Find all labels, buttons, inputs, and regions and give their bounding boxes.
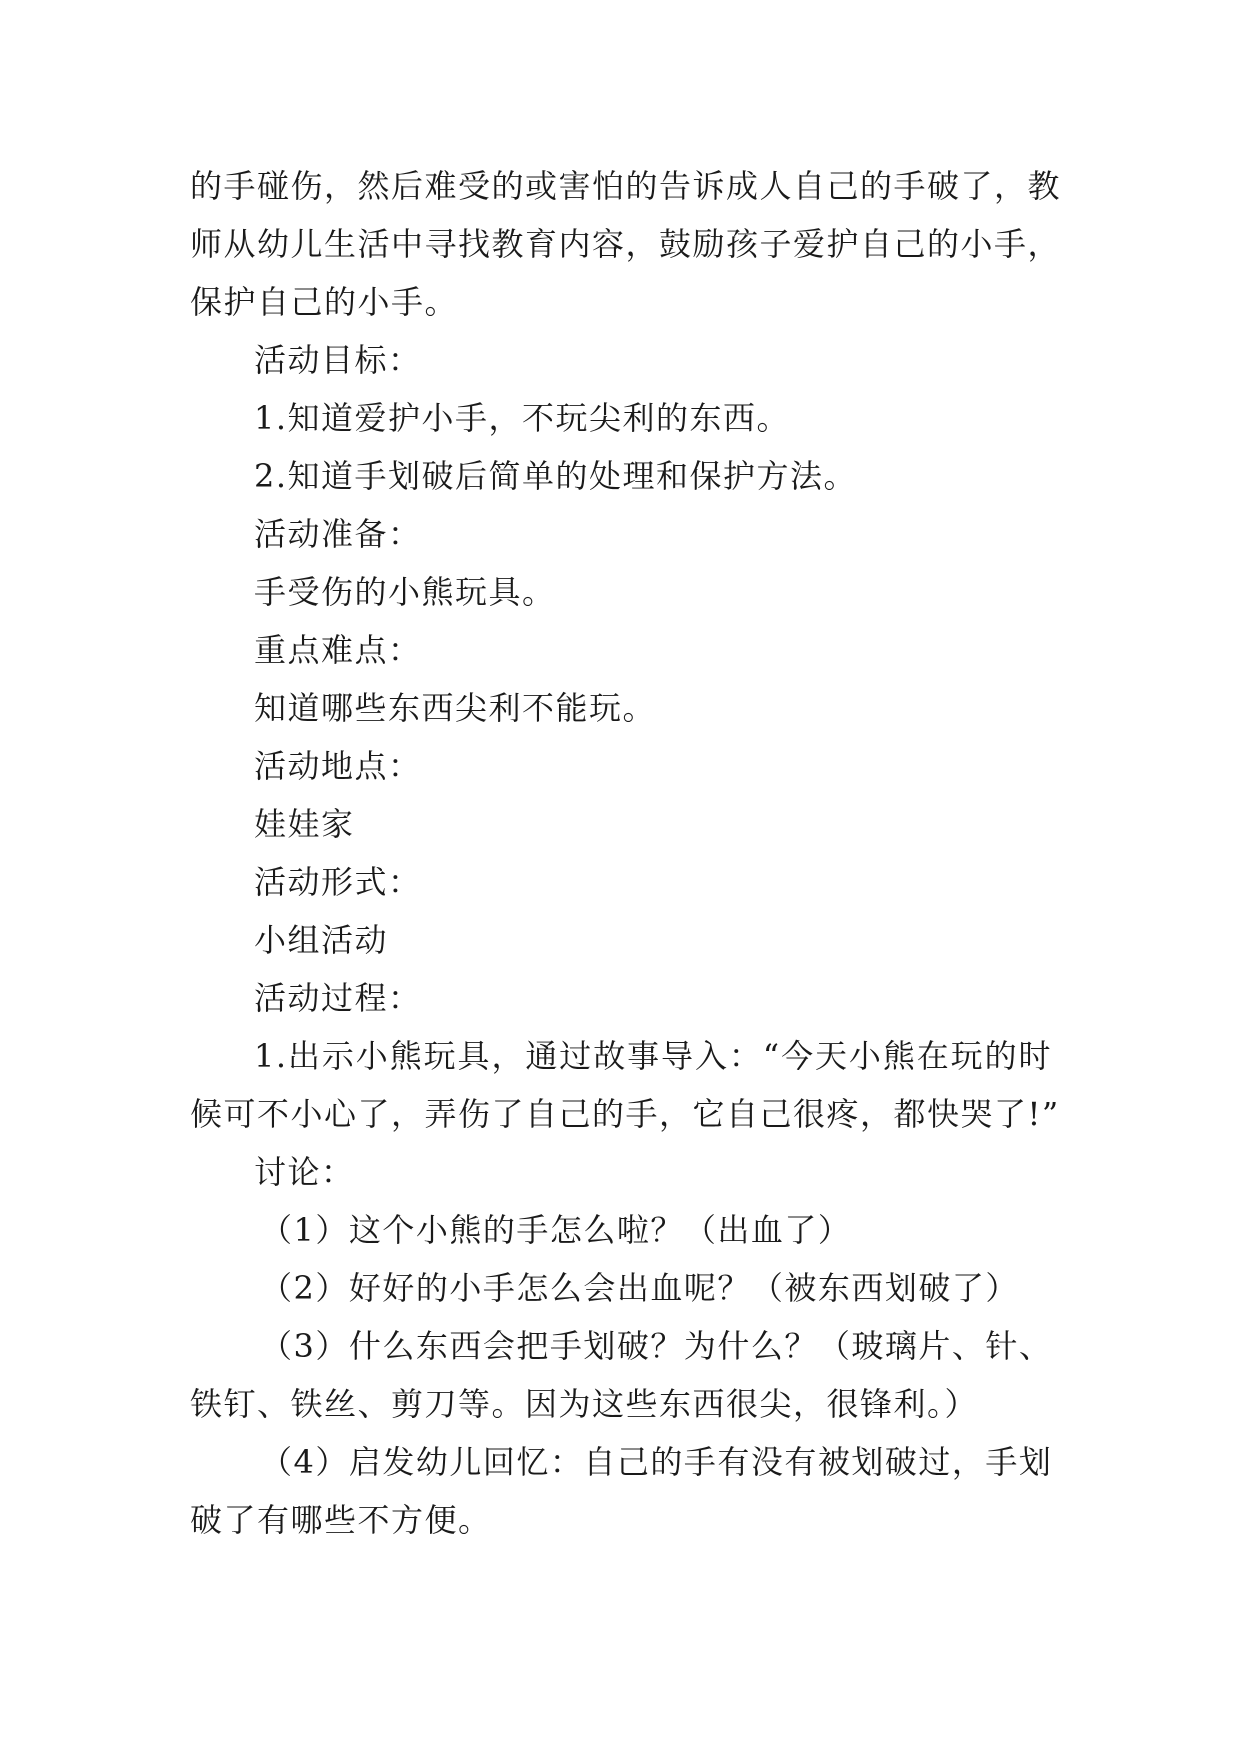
preparation-text: 手受伤的小熊玩具。: [254, 573, 556, 611]
discussion-question-4-line-1: （4）启发幼儿回忆：自己的手有没有被划破过，手划: [260, 1443, 1053, 1481]
format-text: 小组活动: [254, 921, 389, 959]
goal-item-1: 1.知道爱护小手，不玩尖利的东西。: [254, 399, 791, 437]
body-line-3: 保护自己的小手。: [190, 283, 459, 321]
key-points-text: 知道哪些东西尖利不能玩。: [254, 689, 657, 727]
process-step-1-line-1: 1.出示小熊玩具，通过故事导入：“今天小熊在玩的时: [254, 1037, 1052, 1075]
process-step-1-line-2: 候可不小心了，弄伤了自己的手，它自己很疼，都快哭了!”: [190, 1095, 1060, 1133]
discussion-label: 讨论：: [254, 1153, 355, 1191]
goal-item-2: 2.知道手划破后简单的处理和保护方法。: [254, 457, 858, 495]
discussion-question-3-line-1: （3）什么东西会把手划破？为什么？（玻璃片、针、: [260, 1327, 1053, 1365]
section-heading-key-points: 重点难点：: [254, 631, 422, 669]
section-heading-preparation: 活动准备：: [254, 515, 422, 553]
section-heading-goals: 活动目标：: [254, 341, 422, 379]
discussion-question-2: （2）好好的小手怎么会出血呢？（被东西划破了）: [260, 1269, 1019, 1307]
section-heading-process: 活动过程：: [254, 979, 422, 1017]
section-heading-format: 活动形式：: [254, 863, 422, 901]
discussion-question-4-line-2: 破了有哪些不方便。: [190, 1501, 492, 1539]
body-line-1: 的手碰伤，然后难受的或害怕的告诉成人自己的手破了，教: [190, 167, 1062, 205]
section-heading-location: 活动地点：: [254, 747, 422, 785]
body-line-2: 师从幼儿生活中寻找教育内容，鼓励孩子爱护自己的小手，: [190, 225, 1062, 263]
location-text: 娃娃家: [254, 805, 355, 843]
discussion-question-1: （1）这个小熊的手怎么啦？（出血了）: [260, 1211, 852, 1249]
discussion-question-3-line-2: 铁钉、铁丝、剪刀等。因为这些东西很尖，很锋利。）: [190, 1385, 979, 1423]
